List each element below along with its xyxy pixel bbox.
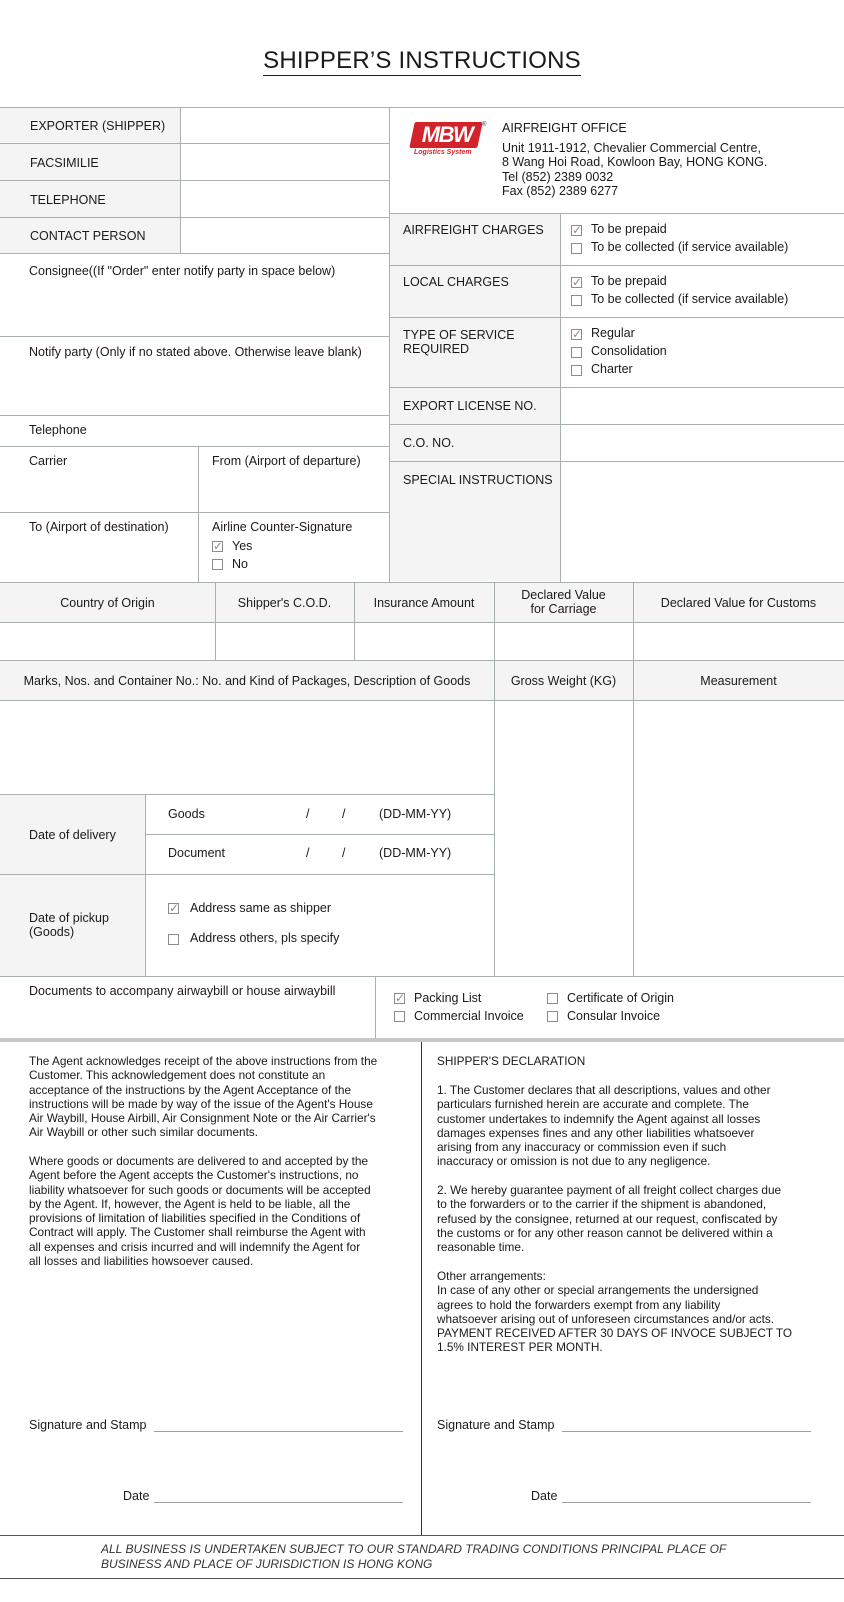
charges-labels-bg — [389, 213, 560, 581]
telephone-field[interactable] — [181, 181, 389, 217]
exporter-field[interactable] — [181, 108, 389, 143]
service-charter-checkbox[interactable] — [571, 365, 582, 376]
export-license-field[interactable] — [561, 388, 844, 424]
delivery-goods-slash-2[interactable]: / — [342, 807, 346, 821]
local-collect-label: To be collected (if service available) — [591, 292, 789, 306]
delivery-goods-slash-1[interactable]: / — [306, 807, 310, 821]
declaration-other-arrangements: Other arrangements: In case of any other or special arrangements the undersigned agrees to hold the forwarders exempt from any liability whatsoever arising out of unforeseen circumstances and/or acts. PAYMENT RECEIVED AFTER 30 DAYS OF INVOCE SUBJECT TO 1.5% INTEREST PER MONTH. — [437, 1269, 793, 1355]
date-of-pickup-label: Date of pickup (Goods) — [29, 911, 109, 939]
registered-icon: ® — [482, 122, 487, 128]
notify-party-label: Notify party (Only if no stated above. Otherwise leave blank) — [29, 345, 362, 359]
airfreight-collect-label: To be collected (if service available) — [591, 240, 789, 254]
special-instructions-label: SPECIAL INSTRUCTIONS — [403, 473, 553, 487]
airfreight-charges-label: AIRFREIGHT CHARGES — [403, 223, 544, 237]
counter-signature-no-label: No — [232, 557, 248, 571]
service-consolidation-label: Consolidation — [591, 344, 667, 358]
delivery-document-format: (DD-MM-YY) — [379, 846, 452, 860]
certificate-of-origin-label: Certificate of Origin — [567, 991, 674, 1005]
agent-date-line[interactable] — [154, 1502, 403, 1503]
documents-label: Documents to accompany airwaybill or house airwaybill — [29, 984, 336, 998]
telephone-label: TELEPHONE — [30, 193, 106, 207]
company-logo: MBW Logistics System ® — [412, 122, 488, 160]
pickup-other-address-label: Address others, pls specify — [190, 931, 340, 945]
commercial-invoice-checkbox[interactable] — [394, 1011, 405, 1022]
shipper-signature-label: Signature and Stamp — [437, 1418, 555, 1432]
country-of-origin-header: Country of Origin — [60, 596, 155, 610]
goods-description-field[interactable] — [0, 701, 494, 794]
airfreight-collect-checkbox[interactable] — [571, 243, 582, 254]
country-of-origin-field[interactable] — [0, 623, 215, 660]
from-airport-label: From (Airport of departure) — [212, 454, 361, 468]
packing-list-checkbox[interactable] — [394, 993, 405, 1004]
special-instructions-field[interactable] — [561, 462, 844, 582]
local-prepaid-label: To be prepaid — [591, 274, 667, 288]
agent-signature-label: Signature and Stamp — [29, 1418, 147, 1432]
office-address-1: Unit 1911-1912, Chevalier Commercial Centre, — [502, 141, 761, 155]
measurement-header: Measurement — [700, 674, 777, 688]
service-regular-checkbox[interactable] — [571, 329, 582, 340]
local-prepaid-checkbox[interactable] — [571, 277, 582, 288]
gross-weight-field[interactable] — [495, 701, 633, 976]
agent-acknowledgement-text: The Agent acknowledges receipt of the above instructions from the Customer. This acknowledgement does not constitute an acceptance of the instructions by the Agent Acceptance of the instructions will be made by way of the issue of the Agent's House Air Waybill, House Airbill, Air Consignment Note or the Air Carrier's Air Waybill or other such similar documents. — [29, 1054, 378, 1140]
section-divider — [0, 1038, 844, 1042]
pickup-other-address-checkbox[interactable] — [168, 934, 179, 945]
office-address-2: 8 Wang Hoi Road, Kowloon Bay, HONG KONG. — [502, 155, 768, 169]
service-charter-label: Charter — [591, 362, 633, 376]
service-consolidation-checkbox[interactable] — [571, 347, 582, 358]
shipper-cod-field[interactable] — [216, 623, 354, 660]
counter-signature-label: Airline Counter-Signature — [212, 520, 353, 534]
consular-invoice-label: Consular Invoice — [567, 1009, 661, 1023]
notify-party-field[interactable] — [0, 362, 389, 415]
delivery-label-bg — [0, 795, 145, 977]
pickup-same-address-label: Address same as shipper — [190, 901, 332, 915]
airfreight-prepaid-checkbox[interactable] — [571, 225, 582, 236]
agent-liability-text: Where goods or documents are delivered to and accepted by the Agent before the Agent accepts the Customer's instructions, no liability whatsoever for such goods or documents will be accepted by the Agent. If, however, the Agent is held to be liable, all the provisions of limitation of liabilities specified in the Conditions of Contract will apply. The Customer shall reimburse the Agent with all expenses and crisis incurred and will indemnify the Agent for all losses and liabilities howsoever caused. — [29, 1154, 371, 1269]
delivery-goods-format: (DD-MM-YY) — [379, 807, 452, 821]
local-collect-checkbox[interactable] — [571, 295, 582, 306]
footer-terms: ALL BUSINESS IS UNDERTAKEN SUBJECT TO OUR STANDARD TRADING CONDITIONS PRINCIPAL PLACE OF BUSINESS AND PLACE OF JURISDICTION IS HONG KONG — [101, 1542, 727, 1571]
agent-date-label: Date — [123, 1489, 150, 1503]
counter-signature-no-checkbox[interactable] — [212, 559, 223, 570]
contact-person-field[interactable] — [181, 218, 389, 253]
declared-value-carriage-field[interactable] — [495, 623, 633, 660]
declared-value-customs-header: Declared Value for Customs — [660, 596, 817, 610]
co-no-field[interactable] — [561, 425, 844, 461]
shipper-cod-header: Shipper's C.O.D. — [237, 596, 332, 610]
consignee-label: Consignee((If "Order" enter notify party in space below) — [29, 264, 336, 278]
shipper-date-line[interactable] — [562, 1502, 811, 1503]
carrier-label: Carrier — [29, 454, 68, 468]
packing-list-label: Packing List — [414, 991, 482, 1005]
measurement-field[interactable] — [634, 701, 844, 976]
page-title: SHIPPER’S INSTRUCTIONS — [263, 47, 581, 74]
date-of-delivery-label: Date of delivery — [29, 828, 116, 842]
facsimile-label: FACSIMILIE — [30, 156, 99, 170]
consignee-field[interactable] — [0, 280, 389, 336]
declared-value-customs-field[interactable] — [634, 623, 844, 660]
agent-signature-line[interactable] — [154, 1431, 403, 1432]
office-tel: Tel (852) 2389 0032 — [502, 170, 614, 184]
co-no-label: C.O. NO. — [403, 436, 455, 450]
insurance-amount-header: Insurance Amount — [373, 596, 475, 610]
declaration-title: SHIPPER'S DECLARATION — [437, 1054, 586, 1068]
marks-description-header: Marks, Nos. and Container No.: No. and Kind of Packages, Description of Goods — [23, 674, 471, 688]
counter-signature-yes-label: Yes — [232, 539, 253, 553]
service-regular-label: Regular — [591, 326, 635, 340]
facsimile-field[interactable] — [181, 144, 389, 180]
declaration-clause-2: 2. We hereby guarantee payment of all freight collect charges due to the forwarders or to the carrier if the shipment is abandoned, refused by the consignee, returned at our request, confiscated by the customs or for any other reason cannot be delivered within a reasonable time. — [437, 1183, 782, 1255]
export-license-label: EXPORT LICENSE NO. — [403, 399, 537, 413]
consular-invoice-checkbox[interactable] — [547, 1011, 558, 1022]
exporter-label: EXPORTER (SHIPPER) — [30, 119, 166, 133]
shipper-date-label: Date — [531, 1489, 558, 1503]
office-fax: Fax (852) 2389 6277 — [502, 184, 619, 198]
delivery-document-slash-1[interactable]: / — [306, 846, 310, 860]
airfreight-prepaid-label: To be prepaid — [591, 222, 667, 236]
gross-weight-header: Gross Weight (KG) — [510, 674, 617, 688]
insurance-amount-field[interactable] — [355, 623, 494, 660]
consignee-telephone-label: Telephone — [29, 423, 87, 437]
pickup-same-address-checkbox[interactable] — [168, 903, 179, 914]
to-airport-label: To (Airport of destination) — [29, 520, 169, 534]
local-charges-label: LOCAL CHARGES — [403, 275, 509, 289]
declared-value-carriage-header: Declared Value for Carriage — [521, 588, 606, 616]
contact-person-label: CONTACT PERSON — [30, 229, 146, 243]
office-name: AIRFREIGHT OFFICE — [502, 121, 627, 135]
commercial-invoice-label: Commercial Invoice — [414, 1009, 524, 1023]
service-type-label: TYPE OF SERVICE REQUIRED — [403, 328, 515, 356]
delivery-document-label: Document — [168, 846, 225, 860]
counter-signature-yes-checkbox[interactable] — [212, 541, 223, 552]
declaration-clause-1: 1. The Customer declares that all descriptions, values and other particulars furnished herein are accurate and complete. The customer undertakes to indemnify the Agent against all losses damages expenses fines and any other liabilities whatsoever arising from any inaccuracy or commission even if such inaccuracy or omission is not due to any negligence. — [437, 1083, 771, 1169]
certificate-of-origin-checkbox[interactable] — [547, 993, 558, 1004]
delivery-goods-label: Goods — [168, 807, 205, 821]
shipper-signature-line[interactable] — [562, 1431, 811, 1432]
delivery-document-slash-2[interactable]: / — [342, 846, 346, 860]
